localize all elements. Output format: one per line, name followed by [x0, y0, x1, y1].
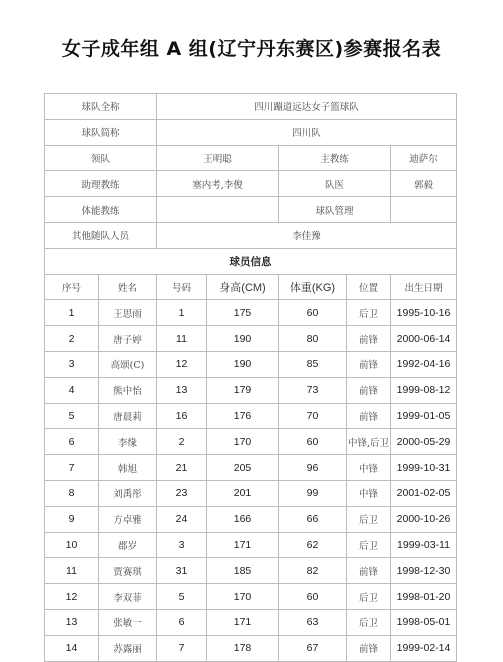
player-height: 166	[207, 507, 279, 532]
player-birth: 1992-04-16	[391, 352, 457, 377]
player-height: 190	[207, 352, 279, 377]
player-no: 8	[45, 481, 99, 506]
player-name: 高颂(C)	[99, 352, 157, 377]
team-manager-label: 球队管理	[279, 197, 391, 222]
player-name: 李双菲	[99, 584, 157, 609]
fitness-coach-label: 体能教练	[45, 197, 157, 222]
player-height: 170	[207, 584, 279, 609]
player-name: 苏露丽	[99, 636, 157, 661]
player-height: 185	[207, 558, 279, 583]
player-no: 6	[45, 429, 99, 454]
player-no: 12	[45, 584, 99, 609]
player-row	[45, 300, 457, 326]
player-weight: 63	[279, 610, 347, 635]
player-weight: 62	[279, 533, 347, 558]
player-position: 前锋	[347, 326, 391, 351]
player-weight: 66	[279, 507, 347, 532]
team-manager-value	[391, 197, 457, 222]
player-height: 201	[207, 481, 279, 506]
player-position: 中锋,后卫	[347, 429, 391, 454]
form-title: 女子成年组 A 组(辽宁丹东赛区)参赛报名表	[61, 38, 442, 60]
player-weight: 67	[279, 636, 347, 661]
leader-coach-row	[45, 146, 457, 172]
header-height: 身高(CM)	[207, 275, 279, 300]
player-row	[45, 429, 457, 455]
player-number: 6	[157, 610, 207, 635]
player-number: 3	[157, 533, 207, 558]
player-name: 唐子婷	[99, 326, 157, 351]
header-birth: 出生日期	[391, 275, 457, 300]
player-height: 190	[207, 326, 279, 351]
player-birth: 1998-12-30	[391, 558, 457, 583]
player-name: 贾赛琪	[99, 558, 157, 583]
player-no: 10	[45, 533, 99, 558]
player-height: 176	[207, 404, 279, 429]
player-number: 24	[157, 507, 207, 532]
player-row	[45, 326, 457, 352]
player-row	[45, 558, 457, 584]
player-number: 31	[157, 558, 207, 583]
other-staff-value: 李佳豫	[157, 223, 457, 248]
header-weight: 体重(KG)	[279, 275, 347, 300]
player-number: 16	[157, 404, 207, 429]
player-position: 后卫	[347, 584, 391, 609]
player-name: 唐晨莉	[99, 404, 157, 429]
player-number: 12	[157, 352, 207, 377]
header-position: 位置	[347, 275, 391, 300]
player-number: 23	[157, 481, 207, 506]
player-name: 韩旭	[99, 455, 157, 480]
player-birth: 1995-10-16	[391, 300, 457, 325]
player-birth: 1998-05-01	[391, 610, 457, 635]
player-name: 王思雨	[99, 300, 157, 325]
player-row	[45, 455, 457, 481]
player-no: 7	[45, 455, 99, 480]
player-row	[45, 352, 457, 378]
player-name: 刘禹彤	[99, 481, 157, 506]
player-no: 14	[45, 636, 99, 661]
player-number: 1	[157, 300, 207, 325]
player-weight: 85	[279, 352, 347, 377]
players-section-title: 球员信息	[45, 249, 457, 274]
player-name: 方卓雅	[99, 507, 157, 532]
player-weight: 96	[279, 455, 347, 480]
player-birth: 1999-01-05	[391, 404, 457, 429]
player-position: 前锋	[347, 404, 391, 429]
player-position: 中锋	[347, 481, 391, 506]
player-height: 179	[207, 378, 279, 403]
player-number: 13	[157, 378, 207, 403]
player-row	[45, 507, 457, 533]
player-height: 170	[207, 429, 279, 454]
other-staff-label: 其他随队人员	[45, 223, 157, 248]
player-weight: 99	[279, 481, 347, 506]
leader-value: 王明聪	[157, 146, 279, 171]
team-full-name-label: 球队全称	[45, 94, 157, 119]
player-position: 中锋	[347, 455, 391, 480]
player-name: 郡岁	[99, 533, 157, 558]
doctor-label: 队医	[279, 171, 391, 196]
player-height: 205	[207, 455, 279, 480]
player-weight: 60	[279, 300, 347, 325]
player-position: 前锋	[347, 636, 391, 661]
players-header-row	[45, 275, 457, 301]
player-birth: 2000-06-14	[391, 326, 457, 351]
player-row	[45, 404, 457, 430]
player-height: 171	[207, 533, 279, 558]
player-number: 21	[157, 455, 207, 480]
leader-label: 领队	[45, 146, 157, 171]
player-weight: 73	[279, 378, 347, 403]
player-row	[45, 378, 457, 404]
player-no: 4	[45, 378, 99, 403]
assistant-doctor-row	[45, 171, 457, 197]
player-position: 后卫	[347, 300, 391, 325]
player-name: 张敏一	[99, 610, 157, 635]
player-no: 3	[45, 352, 99, 377]
player-birth: 1999-02-14	[391, 636, 457, 661]
team-short-name-row	[45, 120, 457, 146]
player-row	[45, 584, 457, 610]
team-short-name-label: 球队简称	[45, 120, 157, 145]
assistant-coach-value: 塞内考,李俊	[157, 171, 279, 196]
player-position: 前锋	[347, 558, 391, 583]
head-coach-value: 迪萨尔	[391, 146, 457, 171]
player-weight: 82	[279, 558, 347, 583]
header-name: 姓名	[99, 275, 157, 300]
player-no: 1	[45, 300, 99, 325]
player-no: 2	[45, 326, 99, 351]
player-name: 熊中怡	[99, 378, 157, 403]
player-number: 5	[157, 584, 207, 609]
player-position: 前锋	[347, 352, 391, 377]
player-birth: 2000-10-26	[391, 507, 457, 532]
player-birth: 1999-10-31	[391, 455, 457, 480]
player-row	[45, 481, 457, 507]
player-number: 7	[157, 636, 207, 661]
assistant-coach-label: 助理教练	[45, 171, 157, 196]
header-no: 序号	[45, 275, 99, 300]
registration-table	[44, 93, 457, 662]
header-number: 号码	[157, 275, 207, 300]
player-position: 后卫	[347, 533, 391, 558]
player-no: 13	[45, 610, 99, 635]
player-weight: 60	[279, 429, 347, 454]
player-height: 178	[207, 636, 279, 661]
player-position: 后卫	[347, 507, 391, 532]
fitness-coach-value	[157, 197, 279, 222]
team-full-name-row	[45, 94, 457, 120]
team-short-name-value: 四川队	[157, 120, 457, 145]
player-birth: 2000-05-29	[391, 429, 457, 454]
team-full-name-value: 四川蹦道远达女子篮球队	[157, 94, 457, 119]
player-row	[45, 533, 457, 559]
player-birth: 1999-03-11	[391, 533, 457, 558]
player-birth: 1999-08-12	[391, 378, 457, 403]
player-no: 5	[45, 404, 99, 429]
other-staff-row	[45, 223, 457, 249]
doctor-value: 郭毅	[391, 171, 457, 196]
player-rows	[45, 300, 457, 661]
player-birth: 2001-02-05	[391, 481, 457, 506]
player-weight: 60	[279, 584, 347, 609]
player-name: 李缘	[99, 429, 157, 454]
fitness-manager-row	[45, 197, 457, 223]
player-height: 175	[207, 300, 279, 325]
player-row	[45, 610, 457, 636]
player-number: 11	[157, 326, 207, 351]
player-weight: 80	[279, 326, 347, 351]
player-height: 171	[207, 610, 279, 635]
player-weight: 70	[279, 404, 347, 429]
player-no: 11	[45, 558, 99, 583]
player-position: 前锋	[347, 378, 391, 403]
players-section-row	[45, 249, 457, 275]
player-birth: 1998-01-20	[391, 584, 457, 609]
player-number: 2	[157, 429, 207, 454]
head-coach-label: 主教练	[279, 146, 391, 171]
player-no: 9	[45, 507, 99, 532]
player-position: 后卫	[347, 610, 391, 635]
